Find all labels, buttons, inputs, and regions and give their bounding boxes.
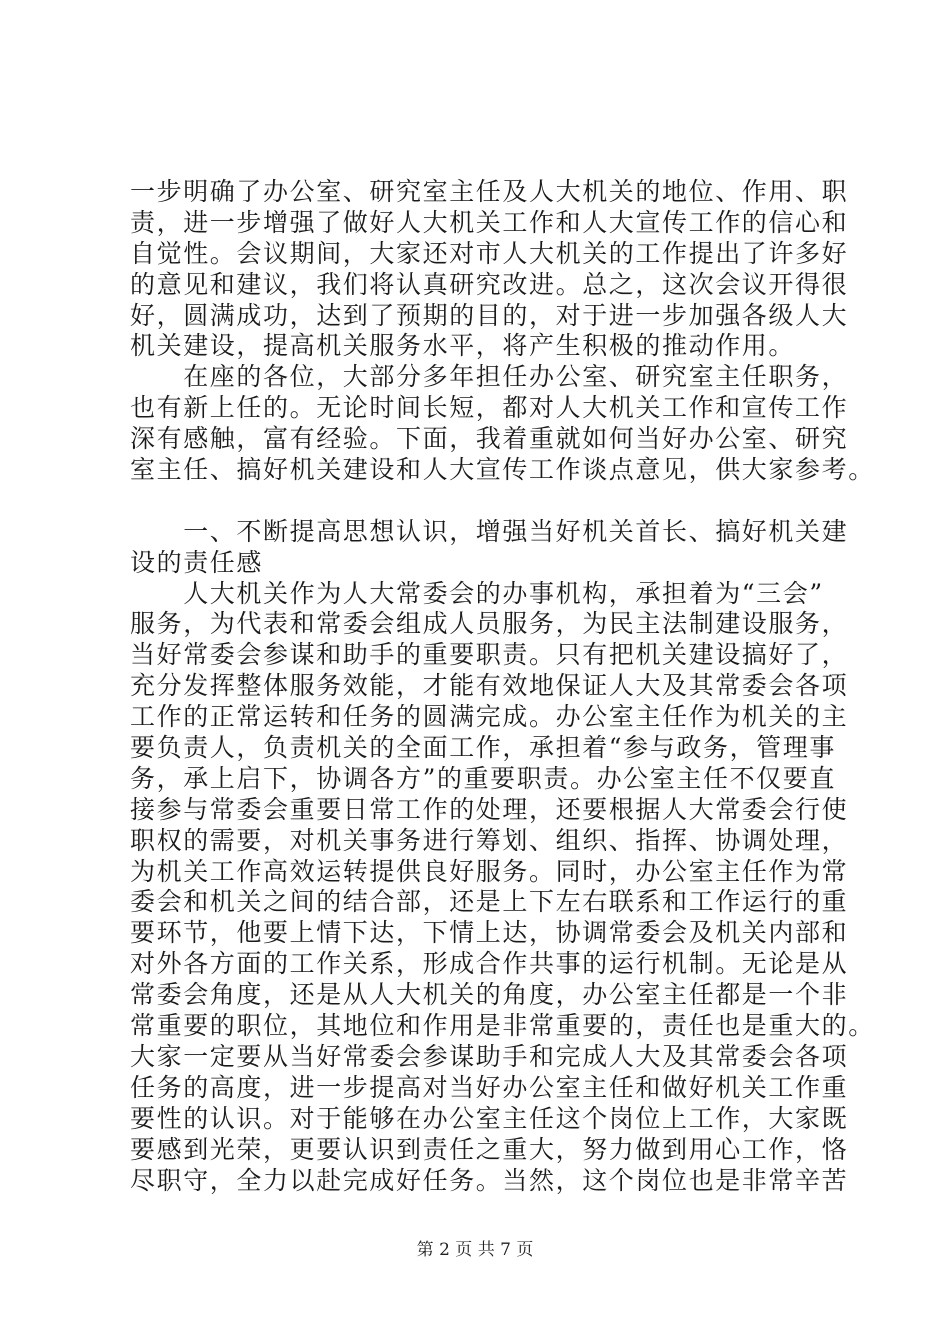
document-body	[130, 177, 875, 1196]
text-line: 接参与常委会重要日常工作的处理，还要根据人大常委会行使	[130, 794, 849, 824]
text-line: 当好常委会参谋和助手的重要职责。只有把机关建设搞好了，	[130, 640, 849, 670]
text-line: 委会和机关之间的结合部，还是上下左右联系和工作运行的重	[130, 887, 849, 917]
text-line: 好，圆满成功，达到了预期的目的，对于进一步加强各级人大	[130, 300, 849, 330]
text-line: 在座的各位，大部分多年担任办公室、研究室主任职务，	[130, 362, 849, 392]
text-line: 深有感触，富有经验。下面，我着重就如何当好办公室、研究	[130, 424, 849, 454]
text-line: 要感到光荣，更要认识到责任之重大，努力做到用心工作，恪	[130, 1134, 849, 1164]
text-line: 机关建设，提高机关服务水平，将产生积极的推动作用。	[130, 331, 796, 361]
text-line: 常委会角度，还是从人大机关的角度，办公室主任都是一个非	[130, 980, 849, 1010]
page-footer: 第 2 页 共 7 页	[416, 1240, 534, 1260]
text-line: 要环节，他要上情下达，下情上达，协调常委会及机关内部和	[130, 918, 849, 948]
text-line: 的意见和建议，我们将认真研究改进。总之，这次会议开得很	[130, 269, 849, 299]
text-line: 人大机关作为人大常委会的办事机构，承担着为“三会”	[130, 578, 824, 608]
text-line: 要性的认识。对于能够在办公室主任这个岗位上工作，大家既	[130, 1103, 849, 1133]
blank-line	[130, 486, 845, 517]
text-line: 要负责人，负责机关的全面工作，承担着“参与政务，管理事	[130, 733, 836, 763]
text-line: 尽职守，全力以赴完成好任务。当然，这个岗位也是非常辛苦	[130, 1165, 849, 1195]
text-line: 为机关工作高效运转提供良好服务。同时，办公室主任作为常	[130, 856, 849, 886]
text-line: 工作的正常运转和任务的圆满完成。办公室主任作为机关的主	[130, 702, 849, 732]
text-line: 务，承上启下，协调各方”的重要职责。办公室主任不仅要直	[130, 763, 836, 793]
text-line: 自觉性。会议期间，大家还对市人大机关的工作提出了许多好	[130, 238, 849, 268]
text-line: 职权的需要，对机关事务进行筹划、组织、指挥、协调处理，	[130, 825, 849, 855]
text-line: 充分发挥整体服务效能，才能有效地保证人大及其常委会各项	[130, 671, 849, 701]
text-line: 室主任、搞好机关建设和人大宣传工作谈点意见，供大家参考。	[130, 455, 875, 485]
text-line: 任务的高度，进一步提高对当好办公室主任和做好机关工作重	[130, 1072, 849, 1102]
text-line: 服务，为代表和常委会组成人员服务，为民主法制建设服务，	[130, 609, 849, 639]
text-line: 一、不断提高思想认识，增强当好机关首长、搞好机关建	[130, 516, 849, 546]
text-line: 常重要的职位，其地位和作用是非常重要的，责任也是重大的。	[130, 1011, 875, 1041]
text-line: 大家一定要从当好常委会参谋助手和完成人大及其常委会各项	[130, 1041, 849, 1071]
text-line: 一步明确了办公室、研究室主任及人大机关的地位、作用、职	[130, 177, 849, 206]
text-line: 也有新上任的。无论时间长短，都对人大机关工作和宣传工作	[130, 393, 849, 423]
text-line: 设的责任感	[130, 547, 264, 577]
text-line: 责，进一步增强了做好人大机关工作和人大宣传工作的信心和	[130, 207, 849, 237]
text-line: 对外各方面的工作关系，形成合作共事的运行机制。无论是从	[130, 949, 849, 979]
